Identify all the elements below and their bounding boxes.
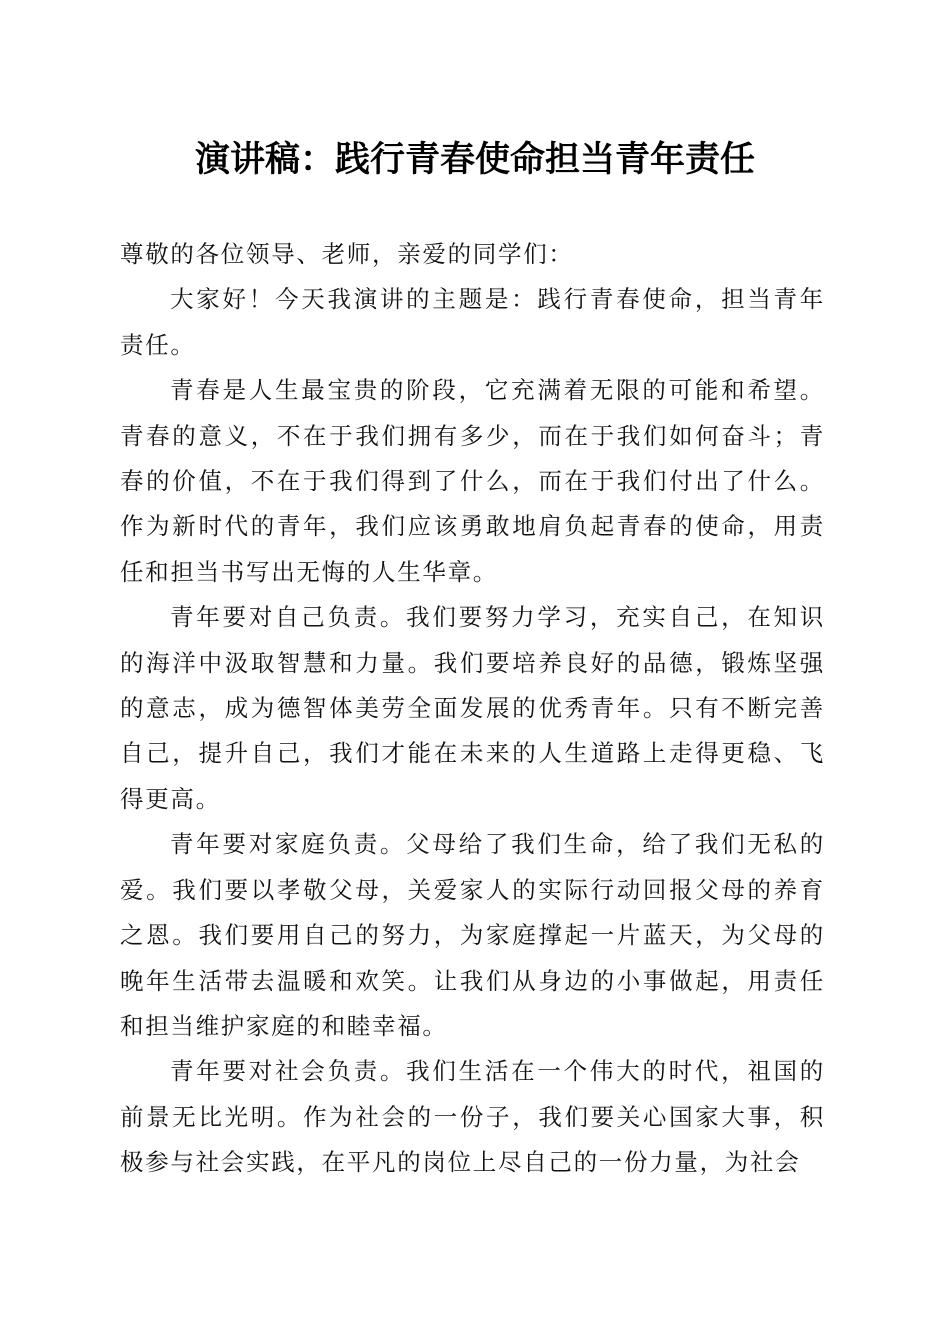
document-title: 演讲稿：践行青春使命担当青年责任 bbox=[194, 139, 755, 180]
paragraph-self-responsibility: 青年要对自己负责。我们要努力学习，充实自己，在知识的海洋中汲取智慧和力量。我们要培养良好的品德，锻炼坚强的意志，成为德智体美劳全面发展的优秀青年。只有不断完善自己，提升自己，我们才能在未来的人生道路上走得更稳、飞得更高。 bbox=[120, 603, 825, 813]
paragraph-greeting: 大家好！今天我演讲的主题是：践行青春使命，担当青年责任。 bbox=[120, 285, 825, 359]
salutation: 尊敬的各位领导、老师，亲爱的同学们： bbox=[120, 240, 574, 268]
paragraph-family-responsibility: 青年要对家庭负责。父母给了我们生命，给了我们无私的爱。我们要以孝敬父母，关爱家人的实际行动回报父母的养育之恩。我们要用自己的努力，为家庭撑起一片蓝天，为父母的晚年生活带去温暖和欢笑。让我们从身边的小事做起，用责任和担当维护家庭的和睦幸福。 bbox=[120, 830, 825, 1040]
document-body bbox=[120, 232, 825, 1186]
paragraph-society-responsibility: 青年要对社会负责。我们生活在一个伟大的时代，祖国的前景无比光明。作为社会的一份子，我们要关心国家大事，积极参与社会实践，在平凡的岗位上尽自己的一份力量，为社会 bbox=[120, 1057, 825, 1177]
paragraph-youth-meaning: 青春是人生最宝贵的阶段，它充满着无限的可能和希望。青春的意义，不在于我们拥有多少，而在于我们如何奋斗；青春的价值，不在于我们得到了什么，而在于我们付出了什么。作为新时代的青年，我们应该勇敢地肩负起青春的使命，用责任和担当书写出无悔的人生华章。 bbox=[120, 376, 825, 586]
